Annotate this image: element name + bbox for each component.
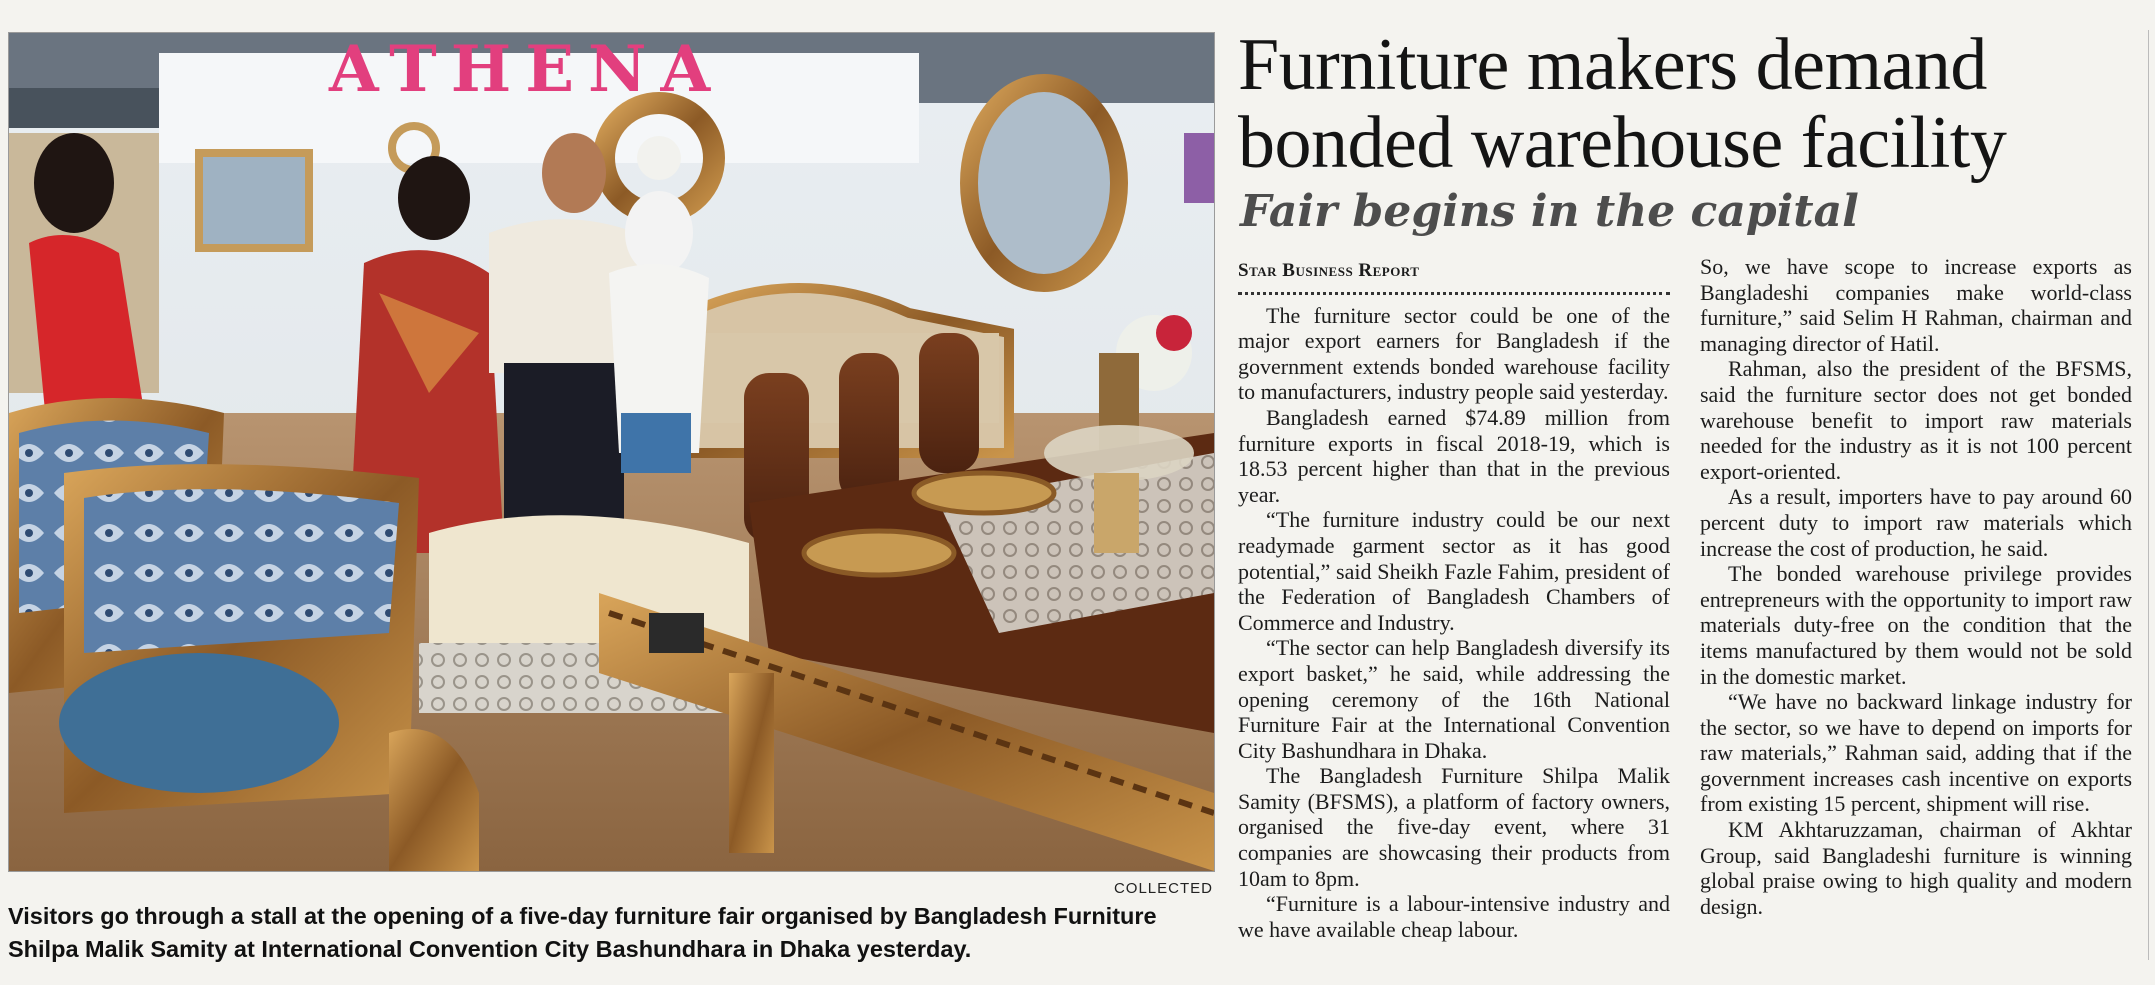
byline-divider	[1238, 292, 1670, 295]
column-rule	[2148, 30, 2149, 960]
paragraph: The Bangladesh Furniture Shilpa Malik Samity (BFSMS), a platform of factory owners, organised the five-day event, where 31 companies are showcasing their products from 10am to 8pm.	[1238, 763, 1670, 891]
paragraph: KM Akhtaruzzaman, chairman of Akhtar Group, said Bangladeshi furniture is winning global praise owing to high quality and modern design.	[1700, 817, 2132, 919]
article-column-1	[1238, 258, 1670, 942]
paragraph: The bonded warehouse privilege provides entrepreneurs with the opportunity to import raw materials duty-free on the condition that the items manufactured by them would not be sold in the domestic market.	[1700, 561, 2132, 689]
photo-caption: Visitors go through a stall at the opening of a five-day furniture fair organised by Bangladesh Furniture Shilpa Malik Samity at International Convention City Bashundhara in Dhaka yesterday.	[8, 903, 1157, 962]
paragraph: As a result, importers have to pay around 60 percent duty to import raw materials which increase the cost of production, he said.	[1700, 484, 2132, 561]
paragraph: “We have no backward linkage industry for the sector, so we have to depend on imports for raw materials,” Rahman said, adding that if the government increases cash incentive on exports from existing 15 percent, shipment will rise.	[1700, 689, 2132, 817]
subheadline: Fair begins in the capital	[1240, 186, 1859, 237]
paragraph: Rahman, also the president of the BFSMS, said the furniture sector does not get bonded warehouse benefit to import raw materials needed for the industry as it is not 100 percent export-oriented.	[1700, 356, 2132, 484]
byline: Star Business Report	[1238, 260, 1420, 281]
stall-sign: ATHENA	[329, 33, 725, 107]
paragraph: “The sector can help Bangladesh diversify its export basket,” he said, while addressing the opening ceremony of the 16th National Furniture Fair at the International Convention City Bashundhara in Dhaka.	[1238, 635, 1670, 763]
paragraph: Bangladesh earned $74.89 million from furniture exports in fiscal 2018-19, which is 18.53 percent higher than that in the previous year.	[1238, 404, 1670, 507]
paragraph: “Furniture is a labour-intensive industry and we have available cheap labour.	[1238, 891, 1670, 942]
photo-credit: COLLECTED	[1113, 880, 1213, 897]
paragraph: The furniture sector could be one of the major export earners for Bangladesh if the government extends bonded warehouse facility to manufacturers, industry people said yesterday.	[1238, 302, 1670, 405]
article-column-2	[1700, 254, 2132, 919]
paragraph-continued: So, we have scope to increase exports as Bangladeshi companies make world-class furniture,” said Selim H Rahman, chairman and managing director of Hatil.	[1700, 254, 2132, 356]
paragraph: “The furniture industry could be our next readymade garment sector as it has good potential,” said Sheikh Fazle Fahim, president of the Federation of Bangladesh Chambers of Commerce and Industry.	[1238, 507, 1670, 635]
news-photo	[8, 32, 1215, 872]
headline: Furniture makers demand bonded warehouse facility	[1238, 24, 2007, 184]
